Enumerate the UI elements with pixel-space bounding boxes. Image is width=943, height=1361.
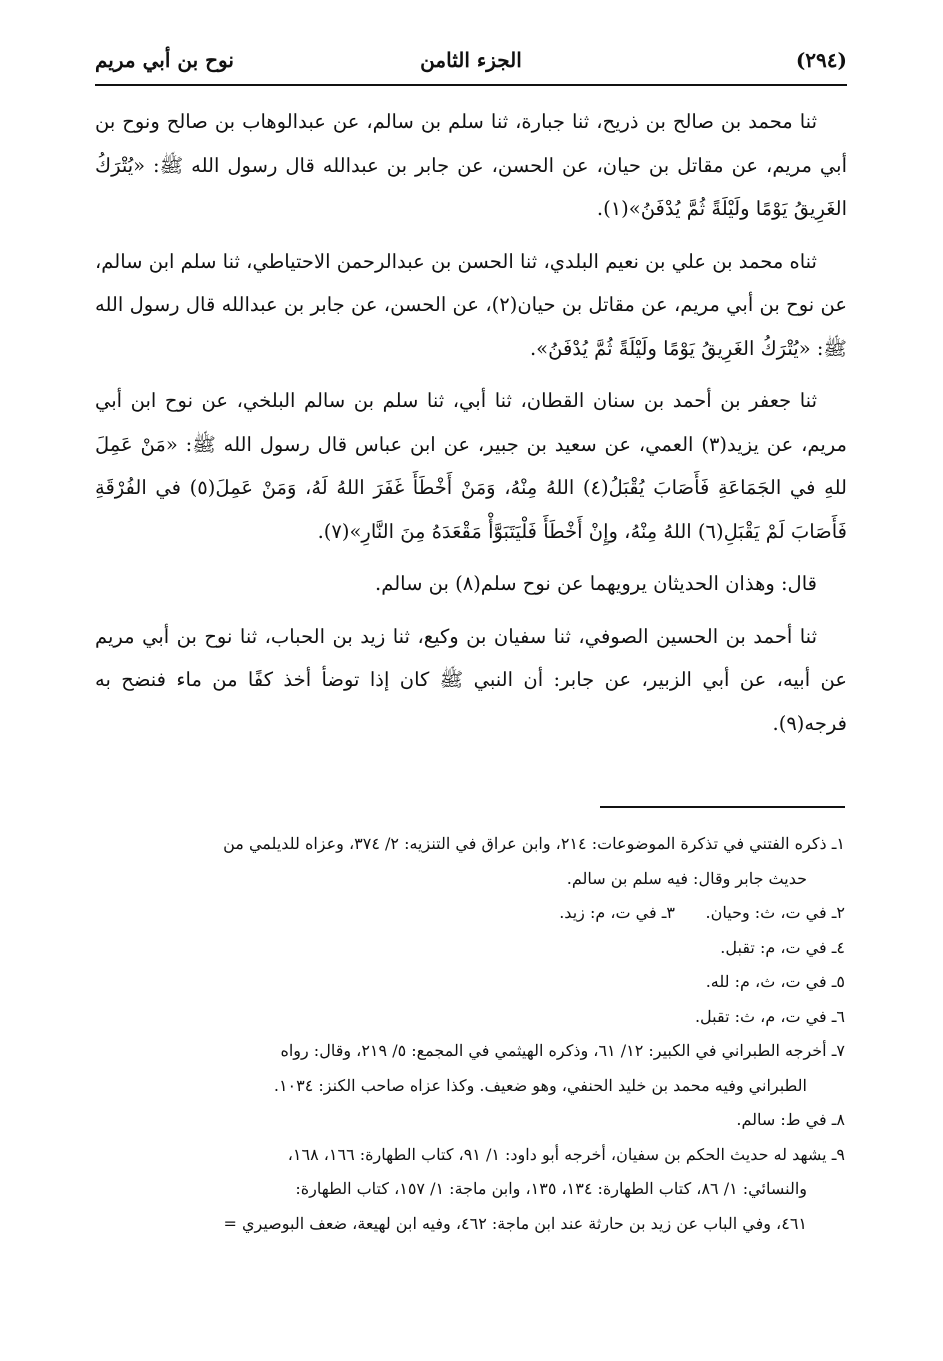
paragraph <box>95 100 847 231</box>
footnote-3: ٣ـ في ت، م: زيد. <box>559 903 675 922</box>
footnote-6: ٦ـ في ت، م، ث: تقبل. <box>694 1006 845 1026</box>
footnote-7: ٧ـ أخرجه الطبراني في الكبير: ١٢/ ٦١، وذكره الهيثمي في المجمع: ٥/ ٢١٩، وقال: رواه <box>280 1041 845 1060</box>
paragraph-text: قال: وهذان الحديثان يرويهما عن نوح سلم(٨) بن سالم. <box>375 572 817 595</box>
page-header <box>95 40 847 80</box>
paragraph <box>95 615 847 746</box>
running-title: نوح بن أبي مريم <box>95 48 234 72</box>
paragraph-text: ثنا أحمد بن الحسين الصوفي، ثنا سفيان بن وكيع، ثنا زيد بن الحباب، ثنا نوح بن أبي مريم عن أبيه، عن أبي الزبير، عن جابر: أن النبي ﷺ كان إذا توضأ أخذ كفًا من ماء فنضح به فرجه(٩). <box>95 624 847 735</box>
footnote-9-continuation: والنسائي: ١/ ٨٦، كتاب الطهارة: ١٣٤، ١٣٥، وابن ماجة: ١/ ١٥٧، كتاب الطهارة: <box>295 1179 807 1198</box>
paragraph <box>95 379 847 553</box>
part-title: الجزء الثامن <box>420 48 522 72</box>
paragraph-text: ثنا محمد بن صالح بن ذريح، ثنا جبارة، ثنا سلم بن سالم، عن عبدالوهاب بن صالح ونوح بن أبي مريم، عن مقاتل بن حيان، عن الحسن، عن جابر بن عبدالله قال رسول الله ﷺ: «يُتْرَكُ الغَرِيقُ يَوْمًا ولَيْلَةً ثُمَّ يُدْفَنُ»(١). <box>95 110 847 220</box>
header-rule <box>95 84 847 86</box>
footnotes <box>95 827 845 1241</box>
footnote-9-continuation: ٤٦١، وفي الباب عن زيد بن حارثة عند ابن ماجة: ٤٦٢، وفيه ابن لهيعة، ضعف البوصيري = <box>223 1213 807 1233</box>
footnote-4: ٤ـ في ت، م: تقبل. <box>720 937 845 957</box>
footnote-8: ٨ـ في ط: سالم. <box>736 1110 845 1129</box>
footnote-9: ٩ـ يشهد له حديث الحكم بن سفيان، أخرجه أبو داود: ١/ ٩١، كتاب الطهارة: ١٦٦، ١٦٨، <box>287 1144 845 1164</box>
paragraph-text: ثناه محمد بن علي بن نعيم البلدي، ثنا الحسن بن عبدالرحمن الاحتياطي، ثنا سلم ابن سالم، عن نوح بن أبي مريم، عن مقاتل بن حيان(٢)، عن الحسن، عن جابر بن عبدالله قال رسول الله ﷺ: «يُتْرَكُ الغَرِيقُ يَوْمًا ولَيْلَةً ثُمَّ يُدْفَنُ». <box>95 249 847 360</box>
paragraph <box>95 240 847 371</box>
footnote-1-continuation: حديث جابر وقال: فيه سلم بن سالم. <box>566 868 807 888</box>
main-text <box>95 100 847 754</box>
footnote-separator <box>600 806 845 808</box>
paragraph-text: ثنا جعفر بن أحمد بن سنان القطان، ثنا أبي، ثنا سلم بن سالم البلخي، عن نوح ابن أبي مريم، عن يزيد(٣) العمي، عن سعيد بن جبير، عن ابن عباس قال رسول الله ﷺ: «مَنْ عَمِلَ للهِ في الجَمَاعَةِ فَأَصَابَ يُقْبَلُ(٤) اللهُ مِنْهُ، وَمَنْ أَخْطَأَ غَفَرَ اللهُ لَهُ، وَمَنْ عَمِلَ(٥) في الفُرْقَةِ فَأَصَابَ لَمْ يَقْبَلِ(٦) اللهُ مِنْهُ، وإِنْ أَخْطَأَ فَلْيَتَبَوَّأْ مَقْعَدَهُ مِنَ النَّارِ»(٧). <box>95 389 847 543</box>
footnote-row <box>95 896 845 931</box>
footnote-5: ٥ـ في ت، ث، م: لله. <box>705 972 845 991</box>
footnote-2: ٢ـ في ت، ث: وحيان. <box>705 903 845 922</box>
footnote-1: ١ـ ذكره الفتني في تذكرة الموضوعات: ٢١٤، وابن عراق في التنزيه: ٢/ ٣٧٤، وعزاه للديلمي من <box>223 834 845 853</box>
paragraph <box>95 562 847 606</box>
page-number: (٢٩٤) <box>795 48 847 72</box>
footnote-7-continuation: الطبراني وفيه محمد بن خليد الحنفي، وهو ضعيف. وكذا عزاه صاحب الكنز: ١٠٣٤. <box>273 1075 807 1095</box>
